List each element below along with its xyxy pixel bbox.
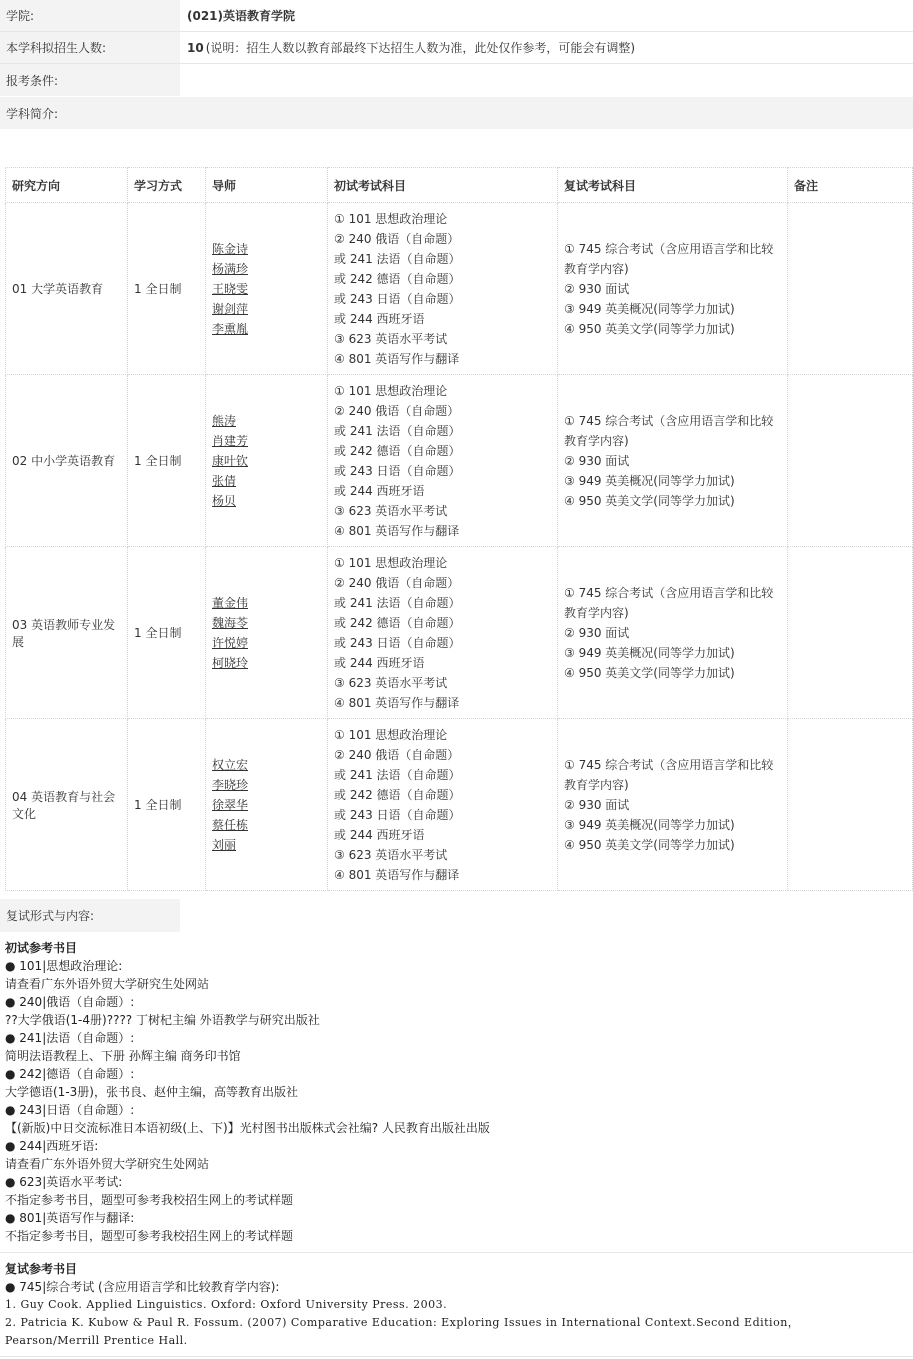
re-exam-subject: ④ 950 英美文学(同等学力加试): [564, 321, 735, 336]
re-exam-subject: ④ 950 英美文学(同等学力加试): [564, 837, 735, 852]
first-exam-subject: ④ 801 英语写作与翻译: [334, 695, 460, 710]
retest-row: [0, 899, 913, 932]
tutor-link[interactable]: 杨满珍: [212, 261, 249, 276]
first-exam-subject: 或 241 法语（自命题）: [334, 423, 461, 438]
tutor-link[interactable]: 李晓珍: [212, 777, 249, 792]
conditions-value: [180, 64, 913, 96]
table-row: [6, 547, 913, 719]
first-refs-title: 初试参考书目: [5, 941, 78, 955]
first-exam-cell: [328, 203, 558, 375]
first-exam-subject: ④ 801 英语写作与翻译: [334, 523, 460, 538]
college-label: 学院:: [0, 0, 180, 31]
ref-subject-item: ● 623|英语水平考试:: [5, 1175, 123, 1189]
direction-cell: 02 中小学英语教育: [6, 375, 128, 547]
first-exam-subject: 或 244 西班牙语: [334, 483, 425, 498]
conditions-row: [0, 64, 913, 96]
first-exam-subject: ④ 801 英语写作与翻译: [334, 867, 460, 882]
first-exam-subject: 或 241 法语（自命题）: [334, 251, 461, 266]
first-exam-subject: 或 244 西班牙语: [334, 311, 425, 326]
ref-subject-item: ● 242|德语（自命题）:: [5, 1067, 135, 1081]
re-exam-subject: ① 745 综合考试（含应用语言学和比较教育学内容): [564, 585, 774, 620]
tutor-link[interactable]: 张倩: [212, 473, 237, 488]
tutor-link[interactable]: 徐翠华: [212, 797, 249, 812]
first-exam-subject: 或 243 日语（自命题）: [334, 291, 461, 306]
table-header-row: [6, 168, 913, 203]
tutor-link[interactable]: 陈金诗: [212, 241, 249, 256]
re-exam-subject: ① 745 综合考试（含应用语言学和比较教育学内容): [564, 757, 774, 792]
re-exam-subject: ② 930 面试: [564, 281, 630, 296]
ref-book-line: 不指定参考书目，题型可参考我校招生网上的考试样题: [5, 1229, 294, 1243]
tutor-link[interactable]: 谢剑萍: [212, 301, 249, 316]
re-exam-cell: [558, 203, 788, 375]
tutor-cell: [206, 547, 328, 719]
header-re-exam: 复试考试科目: [558, 168, 788, 203]
direction-cell: 04 英语教育与社会文化: [6, 719, 128, 891]
tutor-link[interactable]: 熊涛: [212, 413, 237, 428]
first-refs-section: [5, 939, 910, 1245]
re-exam-subject: ③ 949 英美概况(同等学力加试): [564, 473, 735, 488]
direction-cell: 01 大学英语教育: [6, 203, 128, 375]
first-exam-subject: ② 240 俄语（自命题）: [334, 747, 460, 762]
re-exam-subject: ② 930 面试: [564, 797, 630, 812]
re-exam-subject: ① 745 综合考试（含应用语言学和比较教育学内容): [564, 241, 774, 276]
tutor-link[interactable]: 刘丽: [212, 837, 237, 852]
first-exam-cell: [328, 375, 558, 547]
quota-note: (说明：招生人数以教育部最终下达招生人数为准，此处仅作参考，可能会有调整): [205, 41, 636, 55]
header-remark: 备注: [788, 168, 913, 203]
re-ref-2b: Pearson/Merrill Prentice Hall.: [5, 1334, 188, 1347]
ref-book-line: 【(新版)中日交流标准日本语初级(上、下)】光村图书出版株式会社编? 人民教育出版社出版: [5, 1121, 490, 1135]
re-exam-subject: ④ 950 英美文学(同等学力加试): [564, 493, 735, 508]
mode-cell: 1 全日制: [128, 203, 206, 375]
remark-cell: [788, 375, 913, 547]
remark-cell: [788, 719, 913, 891]
re-refs-section: [5, 1260, 910, 1350]
tutor-link[interactable]: 董金伟: [212, 595, 249, 610]
first-exam-subject: ③ 623 英语水平考试: [334, 675, 448, 690]
first-exam-subject: ① 101 思想政治理论: [334, 727, 448, 742]
first-exam-subject: ③ 623 英语水平考试: [334, 503, 448, 518]
tutor-link[interactable]: 康叶钦: [212, 453, 249, 468]
first-exam-subject: ① 101 思想政治理论: [334, 383, 448, 398]
first-exam-subject: 或 242 德语（自命题）: [334, 787, 461, 802]
re-exam-cell: [558, 719, 788, 891]
header-mode: 学习方式: [128, 168, 206, 203]
tutor-link[interactable]: 杨贝: [212, 493, 237, 508]
first-exam-subject: 或 243 日语（自命题）: [334, 635, 461, 650]
first-exam-subject: ③ 623 英语水平考试: [334, 847, 448, 862]
header-first-exam: 初试考试科目: [328, 168, 558, 203]
re-exam-subject: ① 745 综合考试（含应用语言学和比较教育学内容): [564, 413, 774, 448]
re-refs-title: 复试参考书目: [5, 1262, 78, 1276]
re-exam-subject: ③ 949 英美概况(同等学力加试): [564, 645, 735, 660]
re-exam-cell: [558, 375, 788, 547]
re-exam-subject: ② 930 面试: [564, 453, 630, 468]
ref-subject-item: ● 240|俄语（自命题）:: [5, 995, 135, 1009]
remark-cell: [788, 203, 913, 375]
first-exam-subject: ① 101 思想政治理论: [334, 555, 448, 570]
first-exam-subject: 或 244 西班牙语: [334, 655, 425, 670]
re-exam-subject: ③ 949 英美概况(同等学力加试): [564, 817, 735, 832]
ref-subject-item: ● 801|英语写作与翻译:: [5, 1211, 135, 1225]
first-exam-subject: ② 240 俄语（自命题）: [334, 231, 460, 246]
retest-label: 复试形式与内容:: [0, 899, 180, 932]
first-exam-subject: 或 243 日语（自命题）: [334, 463, 461, 478]
tutor-link[interactable]: 许悦婷: [212, 635, 249, 650]
quota-label: 本学科拟招生人数:: [0, 32, 180, 63]
tutor-cell: [206, 719, 328, 891]
quota-value: [180, 32, 913, 63]
college-row: [0, 0, 913, 31]
re-ref-1: 1. Guy Cook. Applied Linguistics. Oxford: Oxford University Press. 2003.: [5, 1298, 448, 1311]
first-exam-subject: 或 242 德语（自命题）: [334, 615, 461, 630]
re-exam-cell: [558, 547, 788, 719]
table-row: [6, 375, 913, 547]
re-ref-2a: 2. Patricia K. Kubow & Paul R. Fossum. (2007) Comparative Education: Exploring Issues in International Context.Second Edition，: [5, 1316, 800, 1329]
first-exam-subject: 或 242 德语（自命题）: [334, 271, 461, 286]
re-refs-item: ● 745|综合考试 (含应用语言学和比较教育学内容):: [5, 1280, 280, 1294]
first-exam-subject: ② 240 俄语（自命题）: [334, 575, 460, 590]
intro-label: 学科简介:: [0, 97, 913, 129]
tutor-link[interactable]: 李熏胤: [212, 321, 249, 336]
mode-cell: 1 全日制: [128, 375, 206, 547]
ref-subject-item: ● 101|思想政治理论:: [5, 959, 123, 973]
retest-value: [180, 899, 913, 932]
college-value: (021)英语教育学院: [187, 9, 296, 23]
ref-book-line: 简明法语教程上、下册 孙辉主编 商务印书馆: [5, 1049, 241, 1063]
first-exam-subject: 或 241 法语（自命题）: [334, 595, 461, 610]
re-exam-subject: ② 930 面试: [564, 625, 630, 640]
intro-row: [0, 97, 913, 129]
header-direction: 研究方向: [6, 168, 128, 203]
program-table: [5, 167, 913, 891]
first-exam-cell: [328, 719, 558, 891]
ref-subject-item: ● 241|法语（自命题）:: [5, 1031, 135, 1045]
first-exam-subject: 或 244 西班牙语: [334, 827, 425, 842]
direction-cell: 03 英语教师专业发展: [6, 547, 128, 719]
first-exam-subject: ② 240 俄语（自命题）: [334, 403, 460, 418]
quota-number: 10: [187, 40, 204, 55]
tutor-link[interactable]: 权立宏: [212, 757, 249, 772]
first-exam-subject: ③ 623 英语水平考试: [334, 331, 448, 346]
ref-book-line: 请查看广东外语外贸大学研究生处网站: [5, 1157, 210, 1171]
first-exam-subject: ④ 801 英语写作与翻译: [334, 351, 460, 366]
tutor-cell: [206, 203, 328, 375]
header-tutor: 导师: [206, 168, 328, 203]
tutor-link[interactable]: 肖建芳: [212, 433, 249, 448]
ref-subject-item: ● 243|日语（自命题）:: [5, 1103, 135, 1117]
first-exam-subject: 或 243 日语（自命题）: [334, 807, 461, 822]
remark-cell: [788, 547, 913, 719]
tutor-link[interactable]: 王晓雯: [212, 281, 249, 296]
ref-subject-item: ● 244|西班牙语:: [5, 1139, 99, 1153]
ref-book-line: ??大学俄语(1-4册)???? 丁树杞主编 外语教学与研究出版社: [5, 1013, 320, 1027]
first-exam-subject: ① 101 思想政治理论: [334, 211, 448, 226]
tutor-link[interactable]: 魏海苓: [212, 615, 249, 630]
tutor-cell: [206, 375, 328, 547]
first-exam-cell: [328, 547, 558, 719]
conditions-label: 报考条件:: [0, 64, 180, 96]
table-row: [6, 203, 913, 375]
first-exam-subject: 或 242 德语（自命题）: [334, 443, 461, 458]
ref-book-line: 请查看广东外语外贸大学研究生处网站: [5, 977, 210, 991]
mode-cell: 1 全日制: [128, 719, 206, 891]
mode-cell: 1 全日制: [128, 547, 206, 719]
tutor-link[interactable]: 蔡任栋: [212, 817, 249, 832]
ref-book-line: 大学德语(1-3册)，张书良、赵仲主编，高等教育出版社: [5, 1085, 298, 1099]
re-exam-subject: ③ 949 英美概况(同等学力加试): [564, 301, 735, 316]
first-exam-subject: 或 241 法语（自命题）: [334, 767, 461, 782]
table-row: [6, 719, 913, 891]
tutor-link[interactable]: 柯晓玲: [212, 655, 249, 670]
re-exam-subject: ④ 950 英美文学(同等学力加试): [564, 665, 735, 680]
quota-row: [0, 32, 913, 63]
ref-book-line: 不指定参考书目，题型可参考我校招生网上的考试样题: [5, 1193, 294, 1207]
